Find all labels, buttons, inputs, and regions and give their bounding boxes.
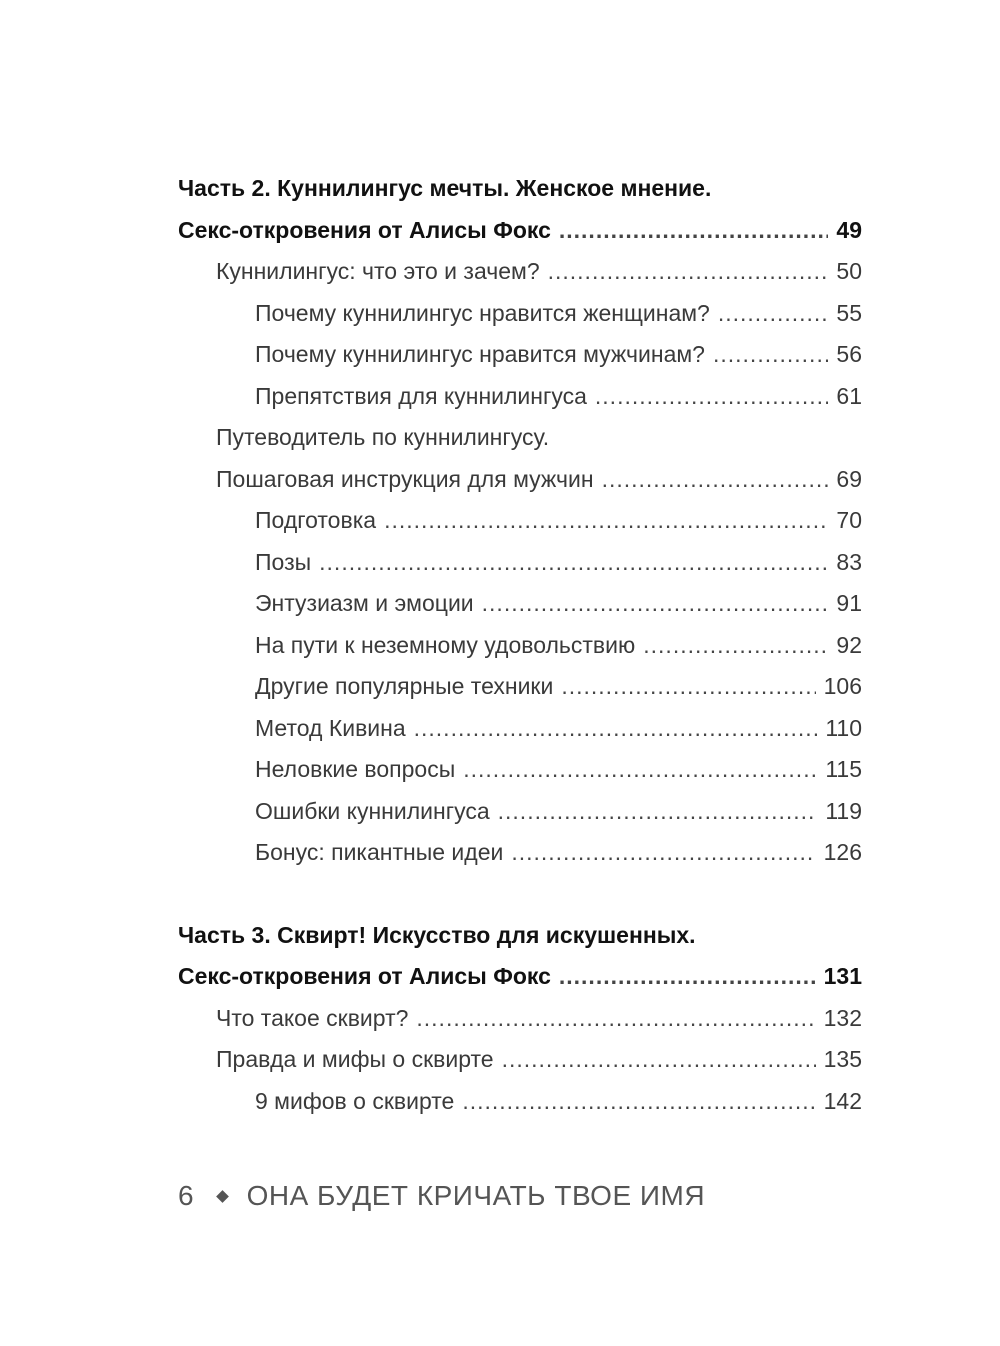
toc-entry-title: Секс-откровения от Алисы Фокс <box>178 963 551 989</box>
toc-entry[interactable] <box>255 293 862 335</box>
dot-leader <box>463 749 817 791</box>
diamond-icon <box>216 1190 229 1203</box>
dot-leader <box>462 1081 815 1123</box>
dot-leader <box>502 1039 816 1081</box>
toc-entry-page: 126 <box>823 839 862 865</box>
dot-leader <box>718 293 829 335</box>
dot-leader <box>595 376 829 418</box>
toc-entry-title: Энтузиазм и эмоции <box>255 590 474 616</box>
toc-entry[interactable] <box>255 334 862 376</box>
toc-entry[interactable] <box>216 1039 862 1081</box>
dot-leader <box>643 625 828 667</box>
page-footer <box>178 1180 705 1212</box>
toc-entry-page: 135 <box>823 1046 862 1072</box>
toc-entry-title: Секс-откровения от Алисы Фокс <box>178 216 551 243</box>
toc-entry-part-3-title[interactable] <box>178 956 862 998</box>
toc-entry-page: 110 <box>825 714 862 741</box>
toc-entry-title: Метод Кивина <box>255 714 406 741</box>
toc-entry[interactable] <box>216 251 862 293</box>
dot-leader <box>511 832 815 874</box>
part-3-heading: Часть 3. Сквирт! Искусство для искушенных. <box>178 921 696 948</box>
toc-entry-page: 61 <box>836 382 862 409</box>
toc-entry[interactable] <box>255 583 862 625</box>
toc-entry-title: Пошаговая инструкция для мужчин <box>216 465 594 492</box>
toc-entry[interactable] <box>216 459 862 501</box>
toc-entry-title: 9 мифов о сквирте <box>255 1087 455 1114</box>
running-title: ОНА БУДЕТ КРИЧАТЬ ТВОЕ ИМЯ <box>246 1180 706 1211</box>
toc-entry-title: Позы <box>255 548 312 575</box>
toc-entry-page: 91 <box>836 590 862 616</box>
toc-entry-title: Ошибки куннилингуса <box>255 797 490 824</box>
toc-entry[interactable] <box>255 500 862 542</box>
toc-entry[interactable] <box>216 998 862 1040</box>
toc-entry[interactable] <box>255 542 862 584</box>
toc-entry[interactable] <box>216 417 862 459</box>
dot-leader <box>384 500 828 542</box>
toc-entry-title: На пути к неземному удовольствию <box>255 631 636 658</box>
page-number: 6 <box>178 1180 194 1211</box>
toc-entry-title: Подготовка <box>255 507 377 533</box>
toc-entry[interactable] <box>255 832 862 874</box>
toc-entry-title: Другие популярные техники <box>255 673 554 699</box>
toc-entry-title: Куннилингус: что это и зачем? <box>216 258 540 284</box>
table-of-contents <box>178 168 862 1122</box>
toc-entry-page: 83 <box>836 548 862 575</box>
toc-entry-title: Правда и мифы о сквирте <box>216 1046 494 1072</box>
dot-leader <box>498 791 818 833</box>
dot-leader <box>602 459 829 501</box>
toc-entry[interactable] <box>255 1081 862 1123</box>
dot-leader <box>713 334 828 376</box>
toc-entry[interactable] <box>255 791 862 833</box>
toc-entry-page: 49 <box>836 216 862 243</box>
toc-entry-part-2-title[interactable] <box>178 210 862 252</box>
toc-entry-title: Что такое сквирт? <box>216 1004 409 1031</box>
dot-leader <box>414 708 818 750</box>
toc-entry-title: Почему куннилингус нравится мужчинам? <box>255 341 705 367</box>
toc-entry[interactable] <box>255 666 862 708</box>
toc-entry-title: Путеводитель по куннилингусу. <box>216 424 550 450</box>
toc-entry-page: 55 <box>836 299 862 326</box>
section-gap <box>178 874 862 915</box>
toc-entry-page: 56 <box>836 341 862 367</box>
toc-entry-page: 106 <box>823 673 862 699</box>
toc-entry-page: 50 <box>836 258 862 284</box>
toc-entry[interactable] <box>255 708 862 750</box>
toc-entry-page: 142 <box>823 1087 862 1114</box>
toc-entry-title: Препятствия для куннилингуса <box>255 382 587 409</box>
part-2-heading: Часть 2. Куннилингус мечты. Женское мнение. <box>178 175 712 201</box>
dot-leader <box>548 251 829 293</box>
dot-leader <box>416 998 815 1040</box>
toc-entry-title: Почему куннилингус нравится женщинам? <box>255 299 710 326</box>
toc-entry-page: 132 <box>823 1004 862 1031</box>
toc-entry-page: 115 <box>825 756 862 782</box>
toc-entry-page: 119 <box>825 797 862 824</box>
dot-leader <box>561 666 815 708</box>
dot-leader <box>559 210 829 252</box>
toc-entry-page: 69 <box>836 465 862 492</box>
toc-entry-page: 70 <box>836 507 862 533</box>
toc-entry[interactable] <box>255 625 862 667</box>
dot-leader <box>482 583 829 625</box>
dot-leader <box>319 542 828 584</box>
toc-entry-title: Неловкие вопросы <box>255 756 456 782</box>
toc-entry[interactable] <box>255 749 862 791</box>
toc-entry-page: 131 <box>823 963 862 989</box>
toc-entry-page: 92 <box>836 631 862 658</box>
toc-entry-title: Бонус: пикантные идеи <box>255 839 504 865</box>
dot-leader <box>559 956 816 998</box>
toc-entry[interactable] <box>255 376 862 418</box>
